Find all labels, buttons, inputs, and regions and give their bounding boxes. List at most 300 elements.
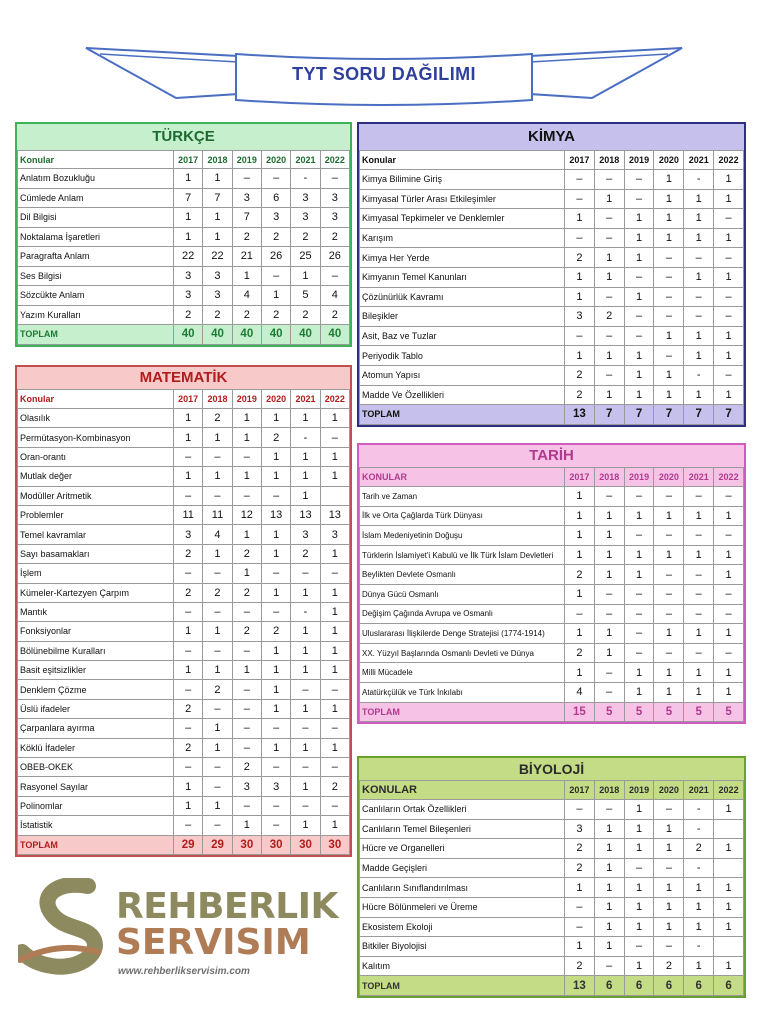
question-count: 2 [261,622,290,641]
topic-label: Üslü ifadeler [18,699,174,718]
question-count: 1 [624,228,654,248]
tarih-panel [357,443,746,724]
matematik-header-row [18,390,350,409]
question-count: 1 [684,506,714,526]
table-row [360,189,744,209]
question-count: 3 [320,208,349,228]
column-header-year: 2021 [684,468,714,487]
question-count: 3 [232,777,261,796]
question-count: 1 [203,738,232,757]
question-count: 1 [714,346,744,366]
total-count: 13 [565,405,595,425]
table-row [360,917,744,937]
tarih-header-row [360,468,744,487]
table-row [360,287,744,307]
question-count: 1 [594,346,624,366]
question-count: 3 [261,777,290,796]
question-count: 1 [565,209,595,229]
question-count: 1 [261,286,290,306]
topic-label: Periyodik Tablo [360,346,565,366]
question-count: 1 [654,506,684,526]
question-count: 1 [203,467,232,486]
question-count: 1 [624,682,654,702]
question-count: 3 [320,525,349,544]
question-count: 1 [320,583,349,602]
question-count: 1 [714,228,744,248]
question-count: – [261,486,290,505]
topic-label: Canlıların Ortak Özellikleri [360,800,565,820]
table-row [18,544,350,563]
question-count: 1 [320,661,349,680]
kimya-table [359,150,744,425]
question-count: 1 [261,525,290,544]
column-header-year: 2019 [232,151,261,169]
topic-label: Bitkiler Biyolojisi [360,937,565,957]
logo-url: www.rehberlikservisim.com [118,966,250,977]
question-count: 2 [565,385,595,405]
question-count: 3 [174,286,203,306]
total-label: TOPLAM [360,702,565,722]
question-count: 1 [203,719,232,738]
total-count: 30 [261,835,290,854]
question-count: 1 [654,663,684,683]
question-count: – [714,307,744,327]
question-count: 1 [654,878,684,898]
topic-label: Değişim Çağında Avrupa ve Osmanlı [360,604,565,624]
question-count: – [684,604,714,624]
table-row [360,584,744,604]
total-label: TOPLAM [18,325,174,345]
question-count: 1 [320,699,349,718]
question-count: 1 [565,267,595,287]
question-count: – [684,565,714,585]
question-count: 1 [291,409,320,428]
turkce-table [17,150,350,345]
question-count: – [624,526,654,546]
table-row [18,622,350,641]
topic-label: OBEB-OKEK [18,758,174,777]
question-count: – [320,719,349,738]
question-count: 1 [624,839,654,859]
question-count: 2 [232,583,261,602]
question-count: – [684,526,714,546]
question-count [714,937,744,957]
question-count: 1 [565,545,595,565]
table-row [18,738,350,757]
table-row [360,624,744,644]
kimya-title: KİMYA [359,124,744,150]
question-count: – [261,266,290,286]
question-count: 22 [203,247,232,267]
total-count: 40 [232,325,261,345]
total-count: 40 [203,325,232,345]
question-count: 3 [565,307,595,327]
question-count: – [232,680,261,699]
topic-label: XX. Yüzyıl Başlarında Osmanlı Devleti ve Dünya [360,643,565,663]
question-count: 1 [291,816,320,835]
question-count: – [291,758,320,777]
question-count: – [594,170,624,190]
question-count: 1 [714,326,744,346]
total-count: 7 [654,405,684,425]
question-count: 5 [291,286,320,306]
question-count: 7 [174,188,203,208]
question-count: 1 [594,819,624,839]
question-count: 1 [261,680,290,699]
question-count: – [320,680,349,699]
question-count: 1 [714,878,744,898]
question-count: 4 [232,286,261,306]
question-count: 1 [291,486,320,505]
topic-label: Kümeler-Kartezyen Çarpım [18,583,174,602]
question-count: – [232,169,261,189]
question-count: 2 [565,839,595,859]
table-row [360,209,744,229]
question-count: – [684,487,714,507]
total-label: TOPLAM [18,835,174,854]
question-count: 1 [594,643,624,663]
table-row [18,777,350,796]
question-count: – [714,584,744,604]
turkce-panel [15,122,352,347]
topic-label: Milli Mücadele [360,663,565,683]
question-count: 1 [654,819,684,839]
question-count: 1 [232,428,261,447]
question-count: – [594,682,624,702]
table-row [18,486,350,505]
table-row [18,188,350,208]
table-row [360,307,744,327]
question-count: - [684,800,714,820]
question-count: – [565,170,595,190]
question-count: 1 [320,602,349,621]
question-count: 1 [654,170,684,190]
question-count: 7 [232,208,261,228]
question-count [714,819,744,839]
total-count: 30 [232,835,261,854]
question-count: 1 [714,897,744,917]
question-count: 2 [232,544,261,563]
question-count: – [714,209,744,229]
question-count: – [654,643,684,663]
turkce-header-row [18,151,350,169]
question-count: 2 [684,839,714,859]
column-header-year: 2017 [565,151,595,170]
column-header-year: 2018 [203,390,232,409]
question-count: – [684,584,714,604]
question-count: – [654,526,684,546]
table-row [360,897,744,917]
topic-label: Beylikten Devlete Osmanlı [360,565,565,585]
question-count: – [714,526,744,546]
topic-label: Mutlak değer [18,467,174,486]
topic-label: Basit eşitsizlikler [18,661,174,680]
table-row [18,680,350,699]
question-count: 1 [594,385,624,405]
question-count: 2 [594,307,624,327]
question-count: 1 [261,544,290,563]
question-count: 1 [291,661,320,680]
question-count: 1 [203,661,232,680]
question-count: 1 [654,209,684,229]
question-count: – [174,816,203,835]
question-count: 2 [174,699,203,718]
table-row [360,228,744,248]
table-row [360,643,744,663]
question-count: 1 [624,800,654,820]
question-count: 1 [714,663,744,683]
topic-label: Kimya Her Yerde [360,248,565,268]
question-count: – [714,365,744,385]
column-header-year: 2018 [594,151,624,170]
question-count: – [654,565,684,585]
total-label: TOPLAM [360,405,565,425]
question-count: – [654,937,684,957]
question-count: – [624,326,654,346]
table-row [360,526,744,546]
topic-label: Kimyasal Türler Arası Etkileşimler [360,189,565,209]
topic-label: Denklem Çözme [18,680,174,699]
table-row [18,525,350,544]
table-row [360,839,744,859]
total-count: 5 [714,702,744,722]
topic-label: İstatistik [18,816,174,835]
table-row [360,858,744,878]
column-header-year: 2020 [261,390,290,409]
logo-text-top: REHBERLIK [116,886,338,927]
total-count: 40 [291,325,320,345]
topic-label: Uluslararası İlişkilerde Denge Stratejisi (1774-1914) [360,624,565,644]
topic-label: Kalıtım [360,956,565,976]
question-count: 3 [565,819,595,839]
topic-label: Paragrafta Anlam [18,247,174,267]
question-count: 1 [624,506,654,526]
table-row [18,796,350,815]
question-count: 1 [714,800,744,820]
question-count: – [714,643,744,663]
question-count: 1 [594,248,624,268]
question-count: 1 [684,209,714,229]
question-count: 1 [291,447,320,466]
question-count: – [203,564,232,583]
question-count: 6 [261,188,290,208]
question-count: - [684,819,714,839]
question-count: 2 [654,956,684,976]
table-row [18,286,350,306]
total-count: 7 [624,405,654,425]
question-count: – [624,858,654,878]
question-count: 4 [203,525,232,544]
question-count: – [654,487,684,507]
question-count: 3 [174,266,203,286]
question-count: - [291,602,320,621]
question-count: 13 [291,505,320,524]
topic-label: Kimya Bilimine Giriş [360,170,565,190]
table-row [360,878,744,898]
total-count: 5 [594,702,624,722]
title-banner [80,42,688,106]
question-count: – [261,719,290,738]
question-count: 1 [684,897,714,917]
question-count: 13 [320,505,349,524]
total-row [360,405,744,425]
question-count: 1 [261,447,290,466]
question-count: 1 [232,661,261,680]
table-row [18,816,350,835]
topic-label: Dünya Gücü Osmanlı [360,584,565,604]
table-row [18,602,350,621]
question-count: 2 [232,622,261,641]
table-row [18,208,350,228]
topic-label: Çarpanlara ayırma [18,719,174,738]
total-count: 6 [594,976,624,996]
table-row [360,170,744,190]
table-row [360,819,744,839]
question-count: 2 [174,305,203,325]
question-count: 12 [232,505,261,524]
question-count: 1 [320,467,349,486]
topic-label: Tarih ve Zaman [360,487,565,507]
topic-label: Oran-orantı [18,447,174,466]
question-count: 1 [203,428,232,447]
question-count: 1 [684,228,714,248]
topic-label: Sayı basamakları [18,544,174,563]
table-row [360,487,744,507]
question-count: 4 [320,286,349,306]
question-count: 1 [594,878,624,898]
question-count [320,486,349,505]
topic-label: İslam Medeniyetinin Doğuşu [360,526,565,546]
question-count: 1 [624,545,654,565]
topic-label: Karışım [360,228,565,248]
question-count: 3 [291,208,320,228]
question-count: - [291,169,320,189]
question-count: 1 [261,641,290,660]
topic-label: Yazım Kuralları [18,305,174,325]
question-count: 1 [654,839,684,859]
question-count: 1 [261,661,290,680]
table-row [18,758,350,777]
turkce-title: TÜRKÇE [17,124,350,150]
question-count: – [261,796,290,815]
topic-label: Bölünebilme Kuralları [18,641,174,660]
question-count: 1 [565,624,595,644]
question-count: 1 [320,641,349,660]
table-row [18,719,350,738]
question-count: 1 [714,267,744,287]
total-count: 6 [624,976,654,996]
topic-label: İlk ve Orta Çağlarda Türk Dünyası [360,506,565,526]
question-count: 1 [684,917,714,937]
question-count: 1 [174,208,203,228]
question-count: 2 [203,409,232,428]
question-count: 1 [654,682,684,702]
total-row [18,325,350,345]
topic-label: Problemler [18,505,174,524]
question-count: 1 [684,189,714,209]
question-count: – [232,699,261,718]
column-header-year: 2019 [624,151,654,170]
table-row [18,699,350,718]
question-count: – [320,796,349,815]
table-row [360,267,744,287]
question-count: 1 [714,839,744,859]
logo-mark-icon [18,878,128,978]
question-count: – [624,267,654,287]
question-count: 1 [624,385,654,405]
biyoloji-table [359,780,744,996]
total-count: 7 [684,405,714,425]
question-count: 2 [203,305,232,325]
total-count: 15 [565,702,595,722]
topic-label: Bileşikler [360,307,565,327]
table-row [18,409,350,428]
question-count: – [684,307,714,327]
question-count: – [594,956,624,976]
question-count: 1 [291,622,320,641]
column-header-year: 2017 [565,468,595,487]
question-count: 3 [203,266,232,286]
column-header-year: 2022 [320,151,349,169]
column-header-year: 2018 [203,151,232,169]
question-count: – [714,487,744,507]
question-count: 1 [174,661,203,680]
question-count: – [594,287,624,307]
question-count: 1 [320,447,349,466]
question-count: 1 [594,897,624,917]
question-count: – [654,800,684,820]
question-count: - [684,170,714,190]
topic-label: Fonksiyonlar [18,622,174,641]
question-count: 1 [684,878,714,898]
question-count: – [624,643,654,663]
question-count: 3 [291,188,320,208]
biyoloji-panel [357,756,746,998]
question-count: 2 [291,305,320,325]
table-row [360,604,744,624]
total-count: 5 [684,702,714,722]
total-count: 6 [654,976,684,996]
total-count: 5 [624,702,654,722]
question-count: 2 [565,248,595,268]
question-count: 1 [684,624,714,644]
question-count: 1 [714,506,744,526]
question-count: 1 [624,565,654,585]
question-count: – [320,758,349,777]
question-count: – [594,326,624,346]
table-row [18,505,350,524]
question-count: 1 [684,385,714,405]
question-count: – [203,447,232,466]
topic-label: Olasılık [18,409,174,428]
topic-label: Noktalama İşaretleri [18,227,174,247]
topic-label: Temel kavramlar [18,525,174,544]
question-count: 1 [203,622,232,641]
question-count: 2 [261,227,290,247]
question-count: 1 [624,878,654,898]
question-count [714,858,744,878]
page-title: TYT SORU DAĞILIMI [292,64,476,84]
table-row [360,663,744,683]
question-count: – [594,584,624,604]
question-count: 1 [624,956,654,976]
column-header-year: 2021 [684,781,714,800]
table-row [360,545,744,565]
question-count: 11 [203,505,232,524]
total-count: 30 [320,835,349,854]
question-count: – [624,189,654,209]
question-count: – [654,307,684,327]
